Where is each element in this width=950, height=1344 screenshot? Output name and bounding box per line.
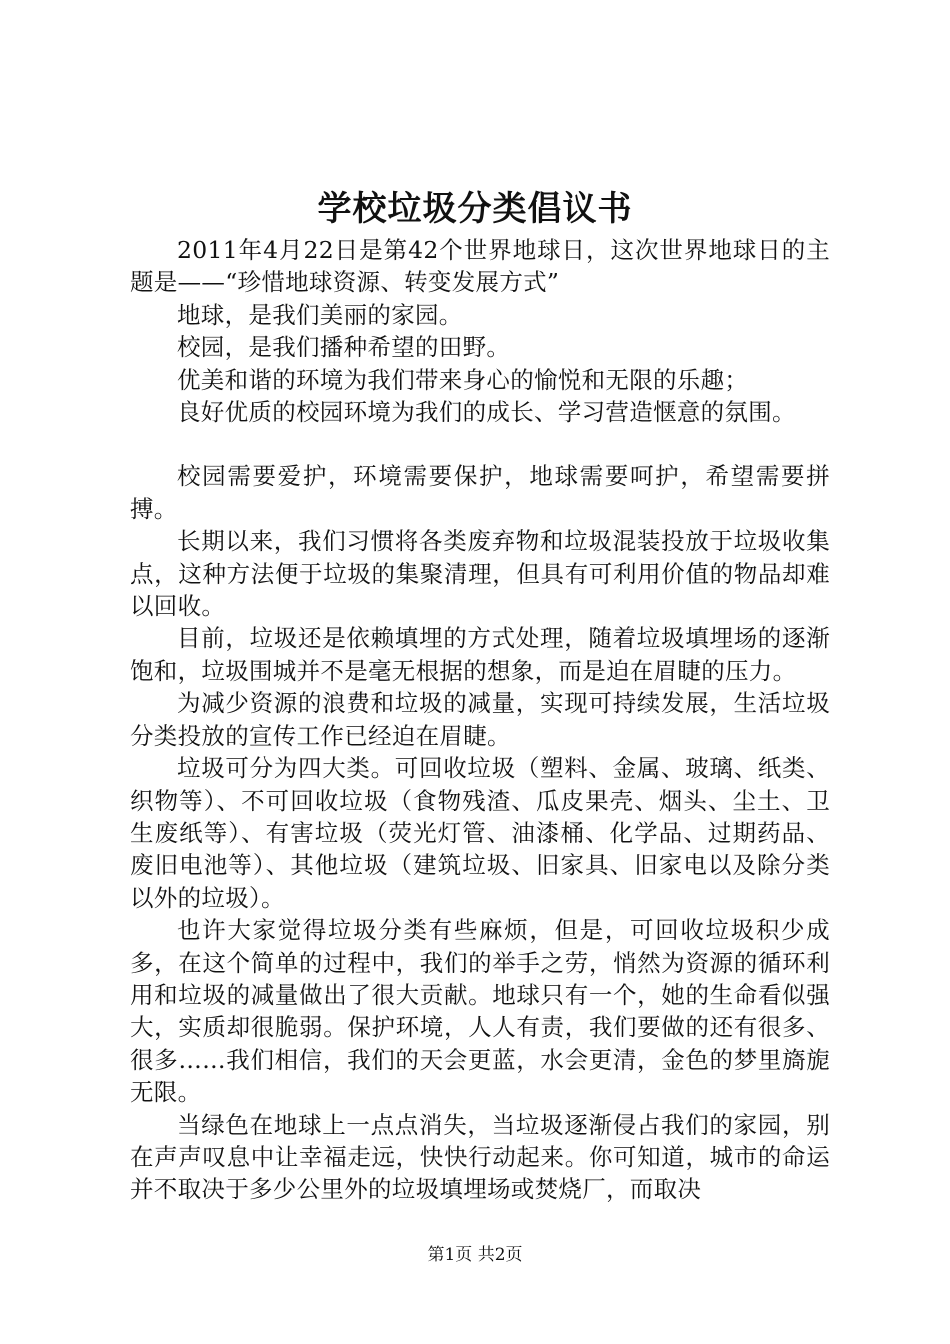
paragraph-earth-day: 2011年4月22日是第42个世界地球日，这次世界地球日的主题是——“珍惜地球资源、转变发展方式” [130, 236, 830, 297]
paragraph-harmonious-environment: 优美和谐的环境为我们带来身心的愉悦和无限的乐趣； [177, 365, 749, 394]
paragraph-long-term-habits: 长期以来，我们习惯将各类废弃物和垃圾混装投放于垃圾收集点，这种方法便于垃圾的集聚清理，但具有可利用价值的物品却难以回收。 [130, 527, 830, 621]
document-title: 学校垃圾分类倡议书 [317, 189, 633, 229]
paragraph-landfill-pressure: 目前，垃圾还是依赖填埋的方式处理，随着垃圾填埋场的逐渐饱和，垃圾围城并不是毫无根据的想象，而是迫在眉睫的压力。 [130, 624, 830, 685]
document-body [130, 234, 830, 1206]
paragraph-take-action: 当绿色在地球上一点点消失，当垃圾逐渐侵占我们的家园，别在声声叹息中让幸福走远，快快行动起来。你可知道，城市的命运并不取决于多少公里外的垃圾填埋场或焚烧厂，而取决 [130, 1110, 830, 1204]
paragraph-quality-campus: 良好优质的校园环境为我们的成长、学习营造惬意的氛围。 [177, 398, 796, 427]
paragraph-earth-home: 地球，是我们美丽的家园。 [177, 300, 463, 329]
paragraph-needs-care: 校园需要爱护，环境需要保护，地球需要呵护，希望需要拼搏。 [130, 462, 830, 523]
page-number-footer: 第1页 共2页 [427, 1245, 523, 1265]
paragraph-four-categories: 垃圾可分为四大类。可回收垃圾（塑料、金属、玻璃、纸类、织物等）、不可回收垃圾（食物残渣、瓜皮果壳、烟头、尘土、卫生废纸等）、有害垃圾（荧光灯管、油漆桶、化学品、过期药品、废旧电池等）、其他垃圾（建筑垃圾、旧家具、旧家电以及除分类以外的垃圾）。 [130, 754, 830, 912]
paragraph-campus-field: 校园，是我们播种希望的田野。 [177, 333, 511, 362]
paragraph-sustainability: 为减少资源的浪费和垃圾的减量，实现可持续发展，生活垃圾分类投放的宣传工作已经迫在眉睫。 [130, 689, 830, 750]
paragraph-small-effort: 也许大家觉得垃圾分类有些麻烦，但是，可回收垃圾积少成多，在这个简单的过程中，我们的举手之劳，悄然为资源的循环利用和垃圾的减量做出了很大贡献。地球只有一个，她的生命看似强大，实质却很脆弱。保护环境，人人有责，我们要做的还有很多、很多……我们相信，我们的天会更蓝，水会更清，金色的梦里旖旎无限。 [130, 916, 830, 1107]
